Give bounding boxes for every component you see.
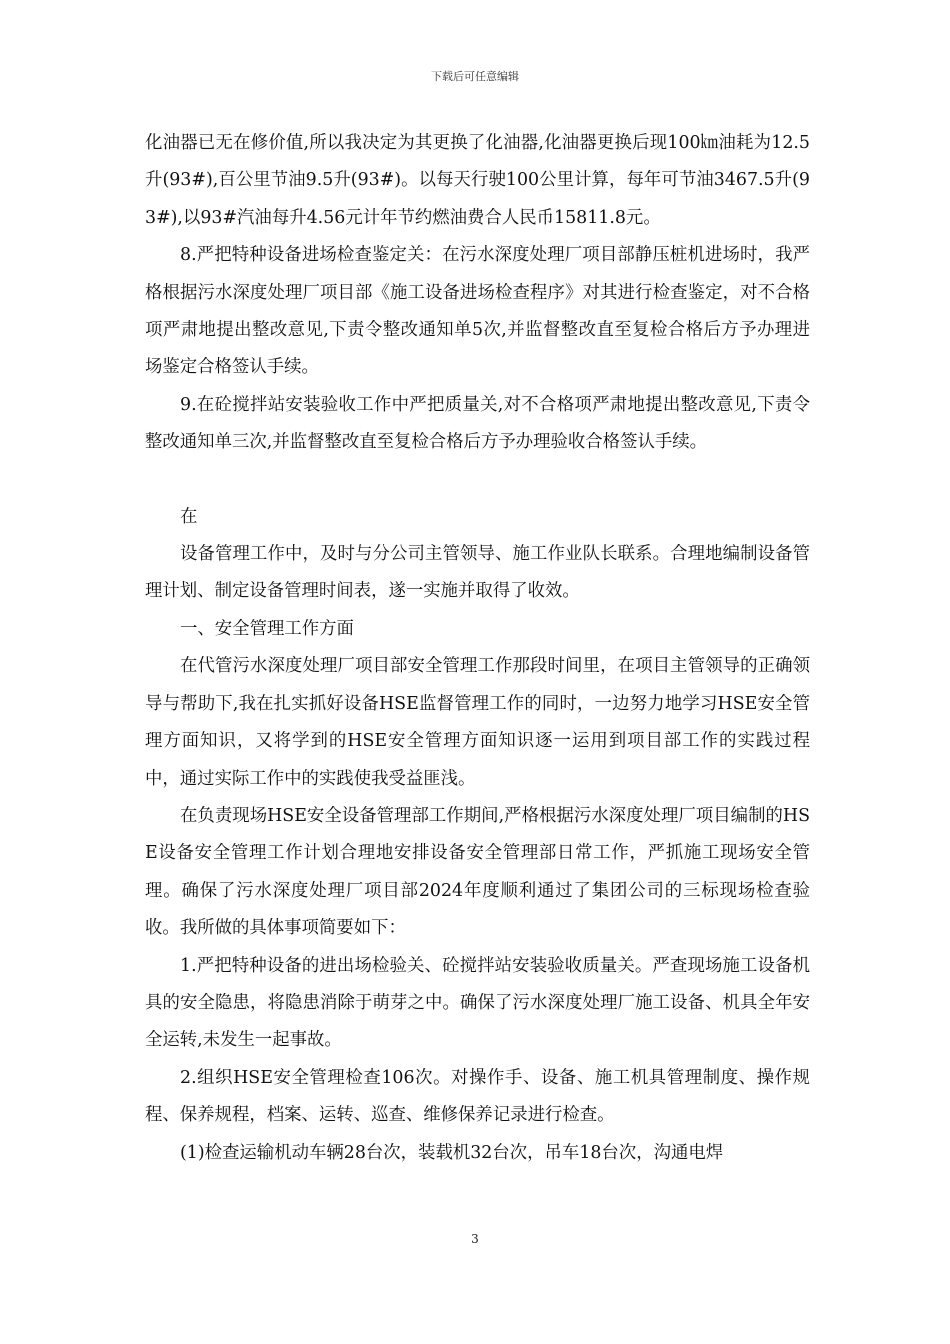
document-body	[145, 125, 810, 1172]
blank-line	[145, 462, 810, 499]
paragraph-item-2: 2.组织HSE安全管理检查106次。对操作手、设备、施工机具管理制度、操作规程、保养规程，档案、运转、巡查、维修保养记录进行检查。	[145, 1067, 810, 1126]
paragraph-item-9: 9.在砼搅拌站安装验收工作中严把质量关,对不合格项严肃地提出整改意见,下责令整改通知单三次,并监督整改直至复检合格后方予办理验收合格签认手续。	[145, 394, 810, 453]
paragraph-fragment: 在	[180, 506, 198, 527]
paragraph-subitem-1: (1)检查运输机动车辆28台次，装载机32台次，吊车18台次，沟通电焊	[180, 1142, 724, 1163]
page-number: 3	[471, 1232, 479, 1246]
paragraph-continuation: 化油器已无在修价值,所以我决定为其更换了化油器,化油器更换后现100㎞油耗为12.5升(93#),百公里节油9.5升(93#)。以每天行驶100公里计算，每年可节油3467.5升(93#),以93#汽油每升4.56元计年节约燃油费合人民币15811.8元。	[145, 133, 810, 228]
section-heading-safety: 一、安全管理工作方面	[180, 618, 354, 639]
paragraph-item-1: 1.严把特种设备的进出场检验关、砼搅拌站安装验收质量关。严查现场施工设备机具的安全隐患，将隐患消除于萌芽之中。确保了污水深度处理厂施工设备、机具全年安全运转,未发生一起事故。	[145, 955, 810, 1051]
paragraph-hse-duties: 在负责现场HSE安全设备管理部工作期间,严格根据污水深度处理厂项目编制的HSE设备安全管理工作计划合理地安排设备安全管理部日常工作，严抓施工现场安全管理。确保了污水深度处理厂项目部2024年度顺利通过了集团公司的三标现场检查验收。我所做的具体事项简要如下：	[145, 805, 810, 939]
page-header: 下载后可任意编辑	[431, 70, 519, 83]
paragraph-item-8: 8.严把特种设备进场检查鉴定关：在污水深度处理厂项目部静压桩机进场时，我严格根据污水深度处理厂项目部《施工设备进场检查程序》对其进行检查鉴定，对不合格项严肃地提出整改意见,下责令整改通知单5次,并监督整改直至复检合格后方予办理进场鉴定合格签认手续。	[145, 245, 810, 378]
paragraph-equipment-management: 设备管理工作中，及时与分公司主管领导、施工作业队长联系。合理地编制设备管理计划、制定设备管理时间表，遂一实施并取得了收效。	[145, 544, 810, 602]
paragraph-safety-intro: 在代管污水深度处理厂项目部安全管理工作那段时间里，在项目主管领导的正确领导与帮助下,我在扎实抓好设备HSE监督管理工作的同时，一边努力地学习HSE安全管理方面知识，又将学到的HSE安全管理方面知识逐一运用到项目部工作的实践过程中，通过实际工作中的实践使我受益匪浅。	[145, 656, 810, 789]
